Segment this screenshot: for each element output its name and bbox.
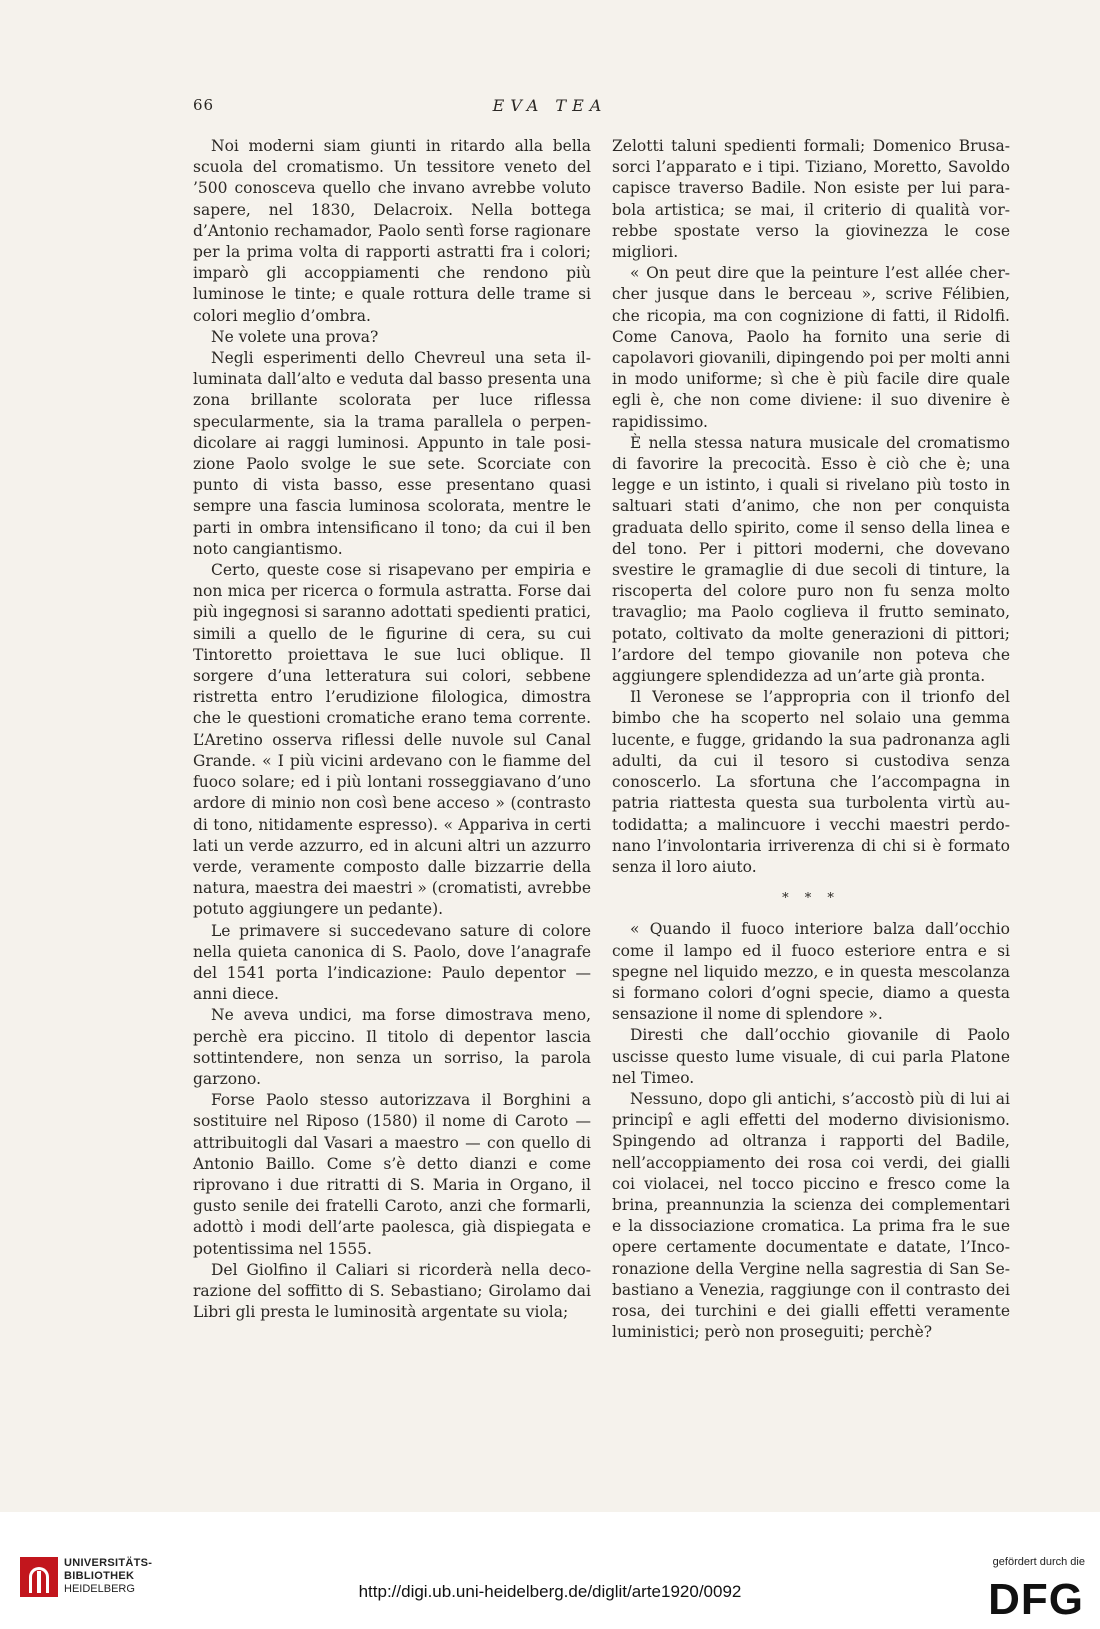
dfg-logo: DFG [988, 1575, 1084, 1624]
paragraph: Il Veronese se l’appropria con il trionfo del bimbo che ha scoperto nel solaio una gemma lucente, e fugge, gridando la sua padronanza agli adulti, da cui il tesoro si custodiva senza conoscerlo. La sfortuna che l’accompagna in patria riattesta questa sua turbolenta virtù autodidatta; a malincuore i vecchi maestri perdonano l’involontaria irriverenza di chi si è formato senza il loro aiuto. [612, 688, 1010, 876]
paragraph: Zelotti taluni spedienti formali; Domenico Brusasorci l’apparato e i tipi. Tiziano, Moretto, Savoldo capisce traverso Badile. Non esiste per lui parabola artistica; se mai, il criterio di qualità vorrebbe spostate verso la giovinezza le cose migliori. [612, 137, 1010, 262]
paragraph: « On peut dire que la peinture l’est allée chercher jusque dans le berceau », scrive Félibien, che ricopia, ma con cognizione di fatti, il Ridolfi. Come Canova, Paolo ha fornito una serie di capolavori giovanili, dipingendo poi per molti anni in modo uniforme; sì che è più facile dire quale egli è, che non come diviene: il suo divenire è rapidissimo. [612, 264, 1010, 431]
paragraph: Ne volete una prova? [211, 327, 379, 346]
running-title: EVA TEA [492, 96, 608, 115]
page-header [0, 96, 1100, 120]
paragraph: Nessuno, dopo gli antichi, s’accostò più di lui ai principî e agli effetti del moderno divisionismo. Spingendo ad oltranza i rapporti del Badile, nell’accoppiamento dei rosa coi verdi, dei gialli coi violacei, nel tocco piccino e fresco come la brina, preannunzia la scienza dei complementari e la dissociazione cromatica. La prima fra le sue opere certamente documentate e datate, l’Incoronazione della Vergine nella sagrestia di San Sebastiano a Venezia, raggiunge con il contrasto dei rosa, dei turchini e dei gialli effetti veramente luministici; però non proseguiti; perchè? [612, 1089, 1010, 1342]
library-name: UNIVERSITÄTS- BIBLIOTHEK HEIDELBERG [64, 1557, 153, 1595]
section-divider: * * * [782, 891, 840, 907]
paragraph: Noi moderni siam giunti in ritardo alla bella scuola del cromatismo. Un tessitore veneto del ’500 conosceva quello che invano avrebbe voluto sapere, nel 1830, Delacroix. Nella bottega d’Antonio rechamador, Paolo sentì forse ragionare per la prima volta di rapporti astratti fra i colori; imparò gli accoppiamenti che rendono più luminose le tinte; e quale rottura delle trame si colori meglio d’ombra. [193, 137, 591, 325]
right-column [612, 136, 1010, 1343]
paragraph: « Quando il fuoco interiore balza dall’occhio come il lampo ed il fuoco esteriore entra e si spegne nel liquido mezzo, e in questa mescolanza si formano colori d’ogni specie, diamo a questa sensazione il nome di splendore ». [612, 920, 1010, 1024]
permalink-url[interactable]: http://digi.ub.uni-heidelberg.de/diglit/arte1920/0092 [358, 1582, 742, 1601]
paragraph: Certo, queste cose si risapevano per empiria e non mica per ricerca o formula astratta. Forse dai più ingegnosi si saranno adottati spedienti pratici, simili a quello de le figurine di cera, su cui Tintoretto proiettava le sue luci oblique. Il sorgere d’una letteratura sui colori, sebbene ristretta entro l’erudizione filologica, dimostra che le questioni cromatiche erano tema corrente. L’Aretino osserva riflessi delle nuvole sul Canal Grande. « I più vicini ardevano con le fiamme del fuoco solare; ed i più lontani rosseggiavano d’uno ardore di minio non così bene acceso » (contrasto di tono, nitidamente espresso). « Appariva in certi lati un verde azzurro, ed in alcuni altri un azzurro verde, veramente composto dalle bizzarrie della natura, maestra dei maestri » (cromatisti, avrebbe potuto aggiungere un pedante). [193, 561, 591, 919]
paragraph: Forse Paolo stesso autorizzava il Borghini a sostituire nel Riposo (1580) il nome di Caroto — attribuitogli dal Vasari a maestro — con quello di Antonio Baillo. Come s’è detto dianzi e come riprovano i due ritratti di S. Maria in Organo, il gusto senile dei fratelli Caroto, anzi che formarli, adottò i modi dell’arte paolesca, già dispiegata e potentissima nel 1555. [193, 1091, 591, 1258]
digitization-footer [0, 1512, 1100, 1629]
paragraph: Negli esperimenti dello Chevreul una seta illuminata dall’alto e veduta dal basso presenta una zona brillante scolorata per luce riflessa specularmente, sia la trama parallela o perpendicolare ai raggi luminosi. Appunto in tale posizione Paolo svolge le sue sete. Scorciate con punto di vista basso, esse presentano quasi sempre una fascia luminosa scolorata, mentre le parti in ombra intensificano il tono; da cui il ben noto cangiantismo. [193, 349, 591, 558]
left-column [193, 136, 591, 1323]
paragraph: È nella stessa natura musicale del cromatismo di favorire la precocità. Esso è ciò che è; una legge e un istinto, i quali si rivelano più tosto in saltuari stati d’animo, che non per conquista graduata dello spirito, come il senso della linea e del tono. Per i pittori moderni, che dovevano svestire le gramaglie di due secoli di tinture, la riscoperta del colore puro non fu senza molto travaglio; ma Paolo coglieva il frutto seminato, potato, coltivato da molte generazioni di pittori; l’ardore del tempo giovanile non poteva che aggiungere splendidezza ad un’arte già pronta. [612, 433, 1010, 686]
paragraph: Le primavere si succedevano sature di colore nella quieta canonica di S. Paolo, dove l’anagrafe del 1541 porta l’indicazione: Paulo depentor — anni diece. [193, 921, 591, 1004]
paragraph: Ne aveva undici, ma forse dimostrava meno, perchè era piccino. Il titolo di depentor lascia sottintendere, non senza un sorriso, la parola garzono. [193, 1006, 591, 1088]
paragraph: Del Giolfino il Caliari si ricorderà nella decorazione del soffitto di S. Sebastiano; Girolamo dai Libri gli presta le luminosità argentate su viola; [193, 1260, 591, 1322]
paragraph: Diresti che dall’occhio giovanile di Paolo uscisse questo lume visuale, di cui parla Platone nel Timeo. [612, 1026, 1010, 1087]
sponsor-label: gefördert durch die [992, 1556, 1085, 1568]
page-number: 66 [193, 96, 215, 114]
